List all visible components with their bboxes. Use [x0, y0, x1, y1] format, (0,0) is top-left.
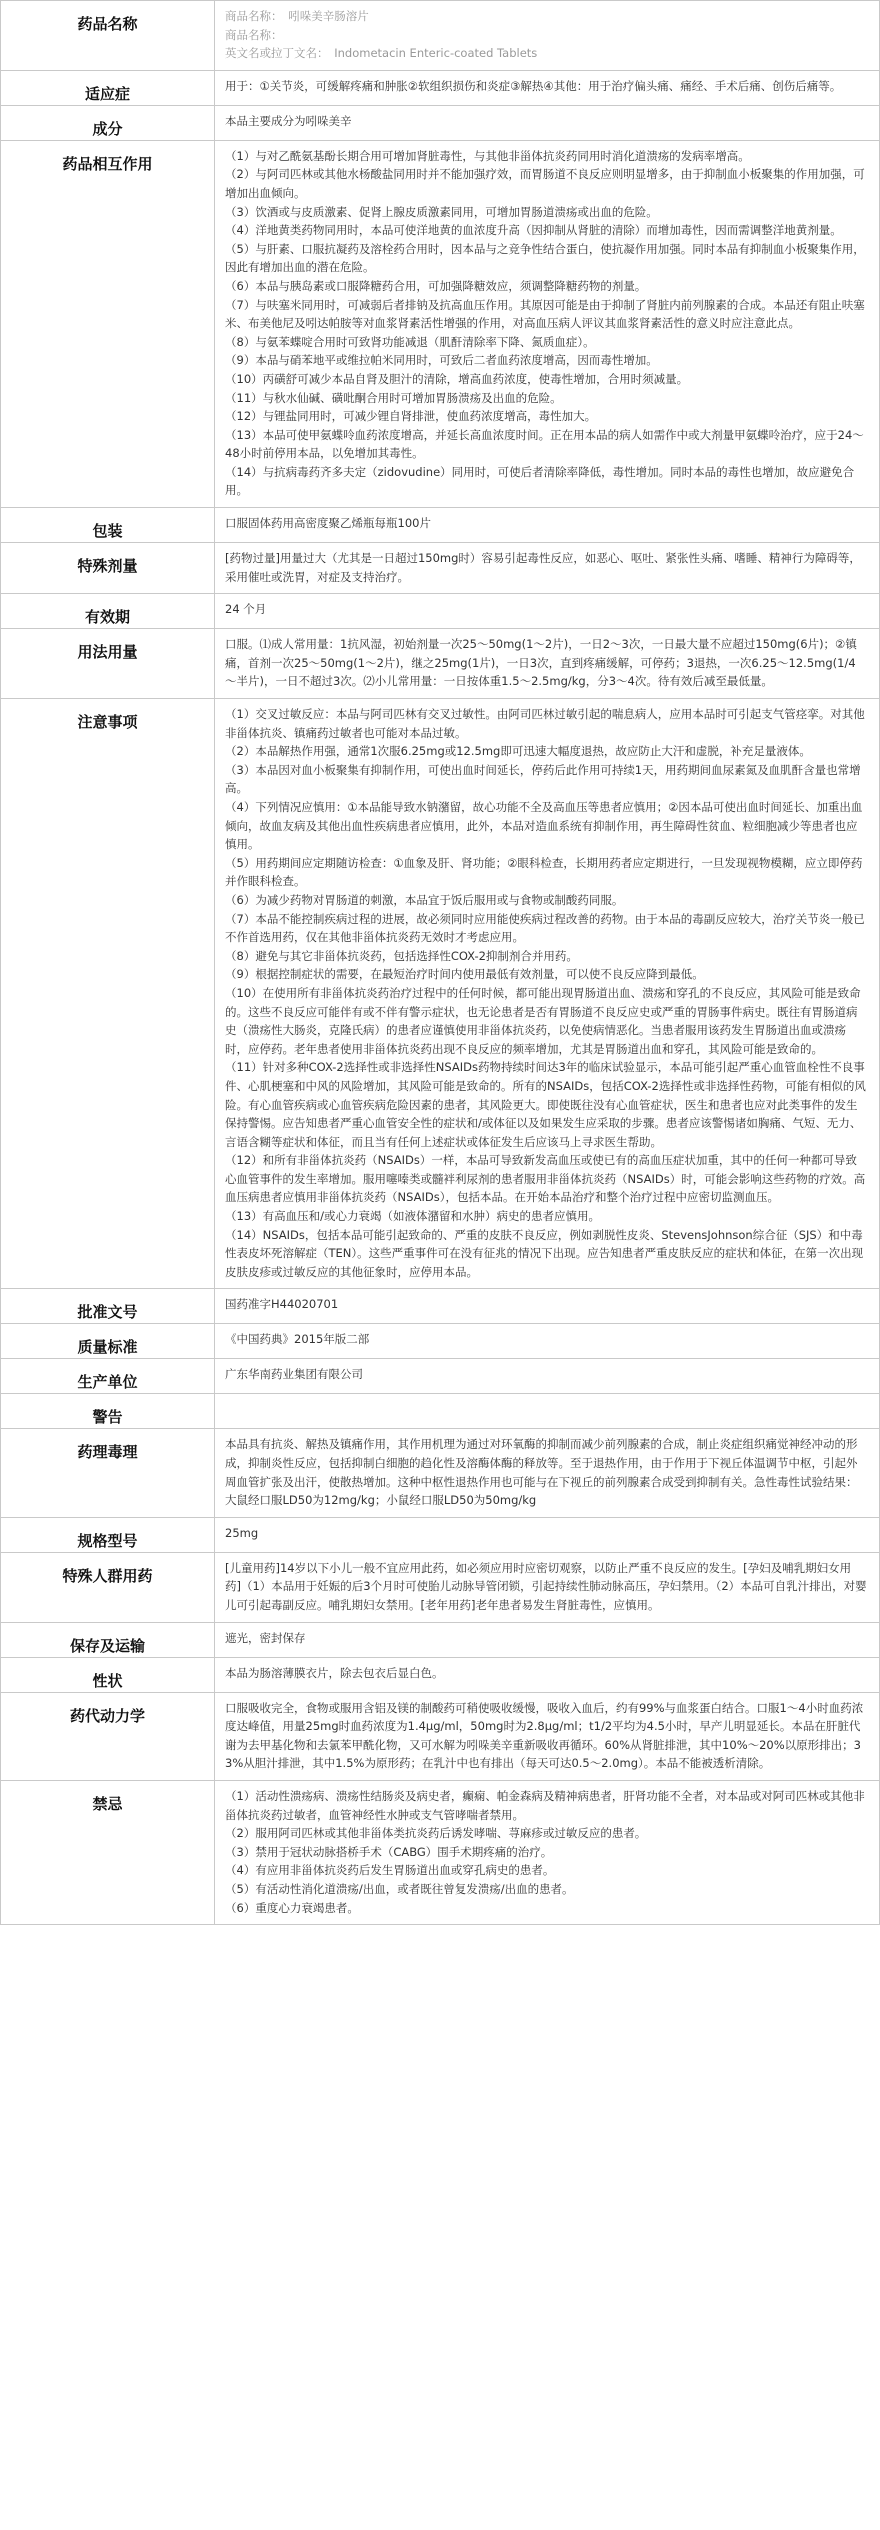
precaution-item: （2）本品解热作用强，通常1次服6.25mg或12.5mg即可迅速大幅度退热，故应防止大汗和虚脱，补充足量液体。	[225, 744, 811, 759]
label-toxicology: 药理毒理	[1, 1429, 215, 1517]
value-warning	[215, 1394, 880, 1429]
usage-text: 口服。⑴成人常用量：1抗风湿，初始剂量一次25～50mg(1～2片)，一日2～3次，一日最大量不应超过150mg(6片)；②镇痛，首剂一次25～50mg(1～2片)，继之25mg(1片)，一日3次，直到疼痛缓解，可停药；3退热，一次6.25～12.5mg(1/4～半片)，一日不超过3次。⑵小儿常用量：一日按体重1.5～2.5mg/kg，分3～4次。待有效后减至最低量。	[225, 637, 857, 689]
interaction-item: （3）饮酒或与皮质激素、促肾上腺皮质激素同用，可增加胃肠道溃疡或出血的危险。	[225, 204, 658, 219]
row-ingredient	[1, 105, 880, 140]
row-standard	[1, 1324, 880, 1359]
row-approval	[1, 1289, 880, 1324]
label-validity: 有效期	[1, 594, 215, 629]
name-line: 英文名或拉丁文名： Indometacin Enteric-coated Tablets	[225, 46, 538, 61]
package-text: 口服固体药用高密度聚乙烯瓶每瓶100片	[225, 516, 431, 531]
row-interaction	[1, 140, 880, 507]
value-name	[215, 1, 880, 71]
label-interaction: 药品相互作用	[1, 140, 215, 507]
label-special-dose: 特殊剂量	[1, 543, 215, 594]
value-pharmacokinetics	[215, 1692, 880, 1780]
contraindication-item: （4）有应用非甾体抗炎药后发生胃肠道出血或穿孔病史的患者。	[225, 1863, 555, 1878]
interaction-item: （4）洋地黄类药物同用时，本品可使洋地黄的血浓度升高（因抑制从肾脏的清除）而增加毒性，因而需调整洋地黄剂量。	[225, 223, 842, 238]
label-indication: 适应症	[1, 70, 215, 105]
label-contraindication: 禁忌	[1, 1780, 215, 1924]
row-pharmacokinetics	[1, 1692, 880, 1780]
precaution-item: （4）下列情况应慎用：①本品能导致水钠潴留，故心功能不全及高血压等患者应慎用；②因本品可使出血时间延长、加重出血倾向，故血友病及其他出血性疾病患者应慎用，此外，本品对造血系统有抑制作用，再生障碍性贫血、粒细胞减少等患者也应慎用。	[225, 800, 863, 852]
interaction-item: （6）本品与胰岛素或口服降糖药合用，可加强降糖效应，须调整降糖药物的剂量。	[225, 278, 647, 293]
row-contraindication	[1, 1780, 880, 1924]
storage-text: 遮光，密封保存	[225, 1630, 306, 1645]
label-usage: 用法用量	[1, 629, 215, 699]
ingredient-text: 本品主要成分为吲哚美辛	[225, 113, 352, 128]
validity-text: 24 个月	[225, 602, 267, 617]
contraindication-item: （1）活动性溃疡病、溃疡性结肠炎及病史者，癫痫、帕金森病及精神病患者，肝肾功能不全者，对本品或对阿司匹林或其他非甾体抗炎药过敏者，血管神经性水肿或支气管哮喘者禁用。	[225, 1788, 865, 1822]
interaction-item: （12）与锂盐同用时，可减少锂自肾排泄，使血药浓度增高，毒性加大。	[225, 409, 597, 424]
precaution-item: （7）本品不能控制疾病过程的进展，故必须同时应用能使疾病过程改善的药物。由于本品的毒副反应较大，治疗关节炎一般已不作首选用药，仅在其他非甾体抗炎药无效时才考虑应用。	[225, 911, 865, 945]
row-warning	[1, 1394, 880, 1429]
row-usage	[1, 629, 880, 699]
precaution-item: （6）为减少药物对胃肠道的刺激，本品宜于饭后服用或与食物或制酸药同服。	[225, 892, 624, 907]
value-package	[215, 508, 880, 543]
special-dose-text: [药物过量]用量过大（尤其是一日超过150mg时）容易引起毒性反应，如恶心、呕吐、紧张性头痛、嗜睡、精神行为障碍等，采用催吐或洗胃，对症及支持治疗。	[225, 551, 861, 584]
row-special-population	[1, 1552, 880, 1622]
row-indication	[1, 70, 880, 105]
value-contraindication	[215, 1780, 880, 1924]
label-approval: 批准文号	[1, 1289, 215, 1324]
value-validity	[215, 594, 880, 629]
value-precautions	[215, 699, 880, 1289]
pharmacokinetics-text: 口服吸收完全，食物或服用含铝及镁的制酸药可稍使吸收缓慢，吸收入血后，约有99%与血浆蛋白结合。口服1～4小时血药浓度达峰值，用量25mg时血药浓度为1.4μg/ml，50mg时为2.8μg/ml；t1/2平均为4.5小时，早产儿明显延长。本品在肝脏代谢为去甲基化物和去氯苯甲酰化物，又可水解为吲哚美辛重新吸收再循环。60%从肾脏排泄，其中10%～20%以原形排出；33%从胆汁排泄，其中1.5%为原形药；在乳汁中也有排出（每天可达0.5～2.0mg）。本品不能被透析清除。	[225, 1700, 864, 1771]
standard-text: 《中国药典》2015年版二部	[225, 1332, 370, 1347]
label-ingredient: 成分	[1, 105, 215, 140]
label-spec: 规格型号	[1, 1517, 215, 1552]
row-package	[1, 508, 880, 543]
label-standard: 质量标准	[1, 1324, 215, 1359]
row-character	[1, 1657, 880, 1692]
row-manufacturer	[1, 1359, 880, 1394]
row-toxicology	[1, 1429, 880, 1517]
contraindication-item: （5）有活动性消化道溃疡/出血，或者既往曾复发溃疡/出血的患者。	[225, 1881, 574, 1896]
value-usage	[215, 629, 880, 699]
interaction-item: （10）丙磺舒可减少本品自肾及胆汁的清除，增高血药浓度，使毒性增加，合用时须减量。	[225, 371, 689, 386]
contraindication-item: （2）服用阿司匹林或其他非甾体类抗炎药后诱发哮喘、荨麻疹或过敏反应的患者。	[225, 1826, 647, 1841]
precaution-item: （10）在使用所有非甾体抗炎药治疗过程中的任何时候，都可能出现胃肠道出血、溃疡和穿孔的不良反应，其风险可能是致命的。这些不良反应可能伴有或不伴有警示症状，也无论患者是否有胃肠道不良反应史或严重的胃肠事件病史。既往有胃肠道病史（溃疡性大肠炎，克隆氏病）的患者应谨慎使用非甾体抗炎药，以免使病情恶化。当患者服用该药发生胃肠道出血或溃疡时，应停药。老年患者使用非甾体抗炎药出现不良反应的频率增加，尤其是胃肠道出血和穿孔，其风险可能是致命的。	[225, 985, 861, 1056]
precaution-item: （1）交叉过敏反应：本品与阿司匹林有交叉过敏性。由阿司匹林过敏引起的喘息病人，应用本品时可引起支气管痉挛。对其他非甾体抗炎、镇痛药过敏者也可能对本品过敏。	[225, 707, 865, 740]
value-manufacturer	[215, 1359, 880, 1394]
interaction-item: （2）与阿司匹林或其他水杨酸盐同用时并不能加强疗效，而胃肠道不良反应则明显增多，由于抑制血小板聚集的作用加强，可增加出血倾向。	[225, 167, 865, 200]
value-spec	[215, 1517, 880, 1552]
value-approval	[215, 1289, 880, 1324]
value-special-dose	[215, 543, 880, 594]
label-special-population: 特殊人群用药	[1, 1552, 215, 1622]
spec-text: 25mg	[225, 1525, 259, 1540]
label-storage: 保存及运输	[1, 1622, 215, 1657]
precaution-item: （8）避免与其它非甾体抗炎药，包括选择性COX-2抑制剂合并用药。	[225, 948, 578, 963]
manufacturer-text: 广东华南药业集团有限公司	[225, 1367, 363, 1382]
name-line: 商品名称： 吲哚美辛肠溶片	[225, 9, 369, 23]
approval-text: 国药准字H44020701	[225, 1297, 339, 1312]
value-interaction	[215, 140, 880, 507]
row-validity	[1, 594, 880, 629]
precaution-item: （3）本品因对血小板聚集有抑制作用，可使出血时间延长，停药后此作用可持续1天，用药期间血尿素氮及血肌酐含量也常增高。	[225, 762, 861, 796]
value-storage	[215, 1622, 880, 1657]
interaction-item: （5）与肝素、口服抗凝药及溶栓药合用时，因本品与之竞争性结合蛋白，使抗凝作用加强。同时本品有抑制血小板聚集作用，因此有增加出血的潜在危险。	[225, 241, 865, 275]
label-pharmacokinetics: 药代动力学	[1, 1692, 215, 1780]
interaction-item: （13）本品可使甲氨蝶呤血药浓度增高，并延长高血浓度时间。正在用本品的病人如需作中或大剂量甲氨蝶呤治疗，应于24～48小时前停用本品，以免增加其毒性。	[225, 427, 864, 461]
precaution-item: （11）针对多种COX-2选择性或非选择性NSAIDs药物持续时间达3年的临床试验显示，本品可能引起严重心血管血栓性不良事件、心肌梗塞和中风的风险增加，其风险可能是致命的。所有的NSAIDs，包括COX-2选择性或非选择性药物，可能有相似的风险。有心血管疾病或心血管疾病危险因素的患者，其风险更大。即使既往没有心血管症状，医生和患者也应对此类事件的发生保持警惕。应告知患者严重心血管安全性的症状和/或体征以及如果发生应采取的步骤。患者应该警惕诸如胸痛、气短、无力、言语含糊等症状和体征，而且当有任何上述症状或体征发生后应该马上寻求医生帮助。	[225, 1060, 866, 1149]
label-name: 药品名称	[1, 1, 215, 71]
interaction-item: （7）与呋塞米同用时，可减弱后者排钠及抗高血压作用。其原因可能是由于抑制了肾脏内前列腺素的合成。本品还有阻止呋塞米、布美他尼及吲达帕胺等对血浆肾素活性增强的作用，对高血压病人评议其血浆肾素活性的意义时应注意此点。	[225, 297, 865, 331]
row-name	[1, 1, 880, 71]
interaction-item: （1）与对乙酰氨基酚长期合用可增加肾脏毒性，与其他非甾体抗炎药同用时消化道溃疡的发病率增高。	[225, 148, 750, 163]
row-spec	[1, 1517, 880, 1552]
interaction-item: （9）本品与硝苯地平或维拉帕米同用时，可致后二者血药浓度增高，因而毒性增加。	[225, 353, 658, 368]
value-standard	[215, 1324, 880, 1359]
precaution-item: （12）和所有非甾体抗炎药（NSAIDs）一样，本品可导致新发高血压或使已有的高血压症状加重，其中的任何一种都可导致心血管事件的发生率增加。服用噻嗪类或髓袢利尿剂的患者服用非甾体抗炎药（NSAIDs）时，可能会影响这些药物的疗效。高血压病患者应慎用非甾体抗炎药（NSAIDs），包括本品。在开始本品治疗和整个治疗过程中应密切监测血压。	[225, 1153, 866, 1205]
toxicology-text: 本品具有抗炎、解热及镇痛作用，其作用机理为通过对环氧酶的抑制而减少前列腺素的合成，制止炎症组织痛觉神经冲动的形成，抑制炎性反应，包括抑制白细胞的趋化性及溶酶体酶的释放等。至于退热作用，由于作用于下视丘体温调节中枢，引起外周血管扩张及出汗，使散热增加。这种中枢性退热作用也可能与在下视丘的前列腺素合成受到抑制有关。急性毒性试验结果：大鼠经口服LD50为12mg/kg；小鼠经口服LD50为50mg/kg	[225, 1437, 858, 1508]
indication-text: 用于：①关节炎，可缓解疼痛和肿胀②软组织损伤和炎症③解热④其他：用于治疗偏头痛、痛经、手术后痛、创伤后痛等。	[225, 78, 842, 93]
row-special-dose	[1, 543, 880, 594]
row-precautions	[1, 699, 880, 1289]
label-precautions: 注意事项	[1, 699, 215, 1289]
name-line: 商品名称：	[225, 27, 283, 42]
interaction-item: （11）与秋水仙碱、磺吡酮合用时可增加胃肠溃疡及出血的危险。	[225, 390, 562, 405]
special-population-text: [儿童用药]14岁以下小儿一般不宜应用此药，如必须应用时应密切观察，以防止严重不良反应的发生。[孕妇及哺乳期妇女用药]（1）本品用于妊娠的后3个月时可使胎儿动脉导管闭锁，引起持续性肺动脉高压，孕妇禁用。（2）本品可自乳汁排出，对婴儿可引起毒副反应。哺乳期妇女禁用。[老年用药]老年患者易发生肾脏毒性，应慎用。	[225, 1560, 867, 1612]
label-character: 性状	[1, 1657, 215, 1692]
precaution-item: （5）用药期间应定期随访检查：①血象及肝、肾功能；②眼科检查，长期用药者应定期进行，一旦发现视物模糊，应立即停药并作眼科检查。	[225, 855, 863, 889]
interaction-item: （14）与抗病毒药齐多夫定（zidovudine）同用时，可使后者清除率降低，毒性增加。同时本品的毒性也增加，故应避免合用。	[225, 464, 855, 498]
precaution-item: （14）NSAIDs，包括本品可能引起致命的、严重的皮肤不良反应，例如剥脱性皮炎、StevensJohnson综合征（SJS）和中毒性表皮坏死溶解症（TEN）。这些严重事件可在没有征兆的情况下出现。应告知患者严重皮肤反应的症状和体征，在第一次出现皮肤皮疹或过敏反应的其他征象时，应停用本品。	[225, 1227, 864, 1279]
label-manufacturer: 生产单位	[1, 1359, 215, 1394]
contraindication-item: （6）重度心力衰竭患者。	[225, 1900, 359, 1915]
label-warning: 警告	[1, 1394, 215, 1429]
interaction-item: （8）与氨苯蝶啶合用时可致肾功能减退（肌酐清除率下降、氮质血症）。	[225, 334, 595, 349]
row-storage	[1, 1622, 880, 1657]
value-special-population	[215, 1552, 880, 1622]
label-package: 包装	[1, 508, 215, 543]
character-text: 本品为肠溶薄膜衣片，除去包衣后显白色。	[225, 1665, 444, 1680]
value-indication	[215, 70, 880, 105]
contraindication-item: （3）禁用于冠状动脉搭桥手术（CABG）围手术期疼痛的治疗。	[225, 1844, 553, 1859]
precaution-item: （9）根据控制症状的需要，在最短治疗时间内使用最低有效剂量，可以使不良反应降到最低。	[225, 967, 704, 982]
value-character	[215, 1657, 880, 1692]
value-ingredient	[215, 105, 880, 140]
precaution-item: （13）有高血压和/或心力衰竭（如液体潴留和水肿）病史的患者应慎用。	[225, 1209, 601, 1224]
value-toxicology	[215, 1429, 880, 1517]
